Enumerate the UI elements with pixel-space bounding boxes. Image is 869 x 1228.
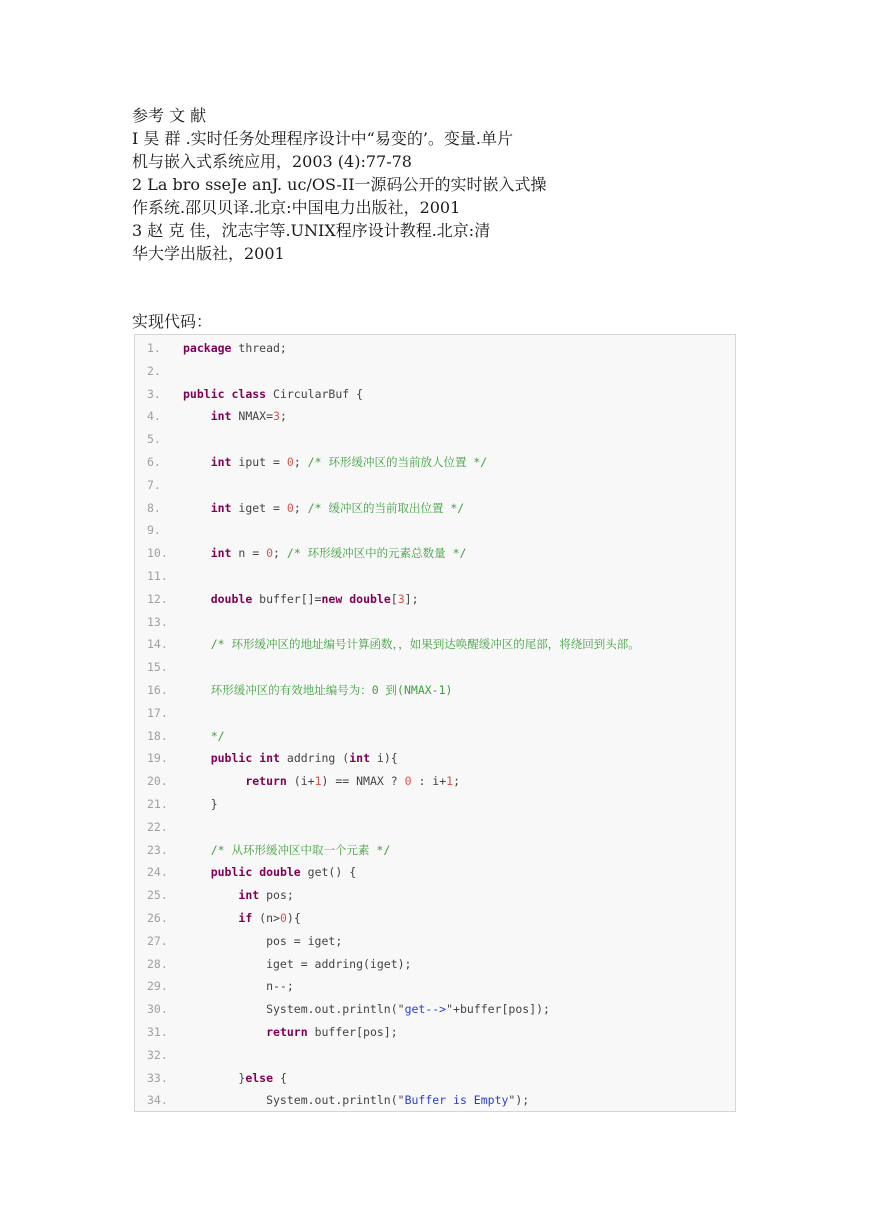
code-line bbox=[135, 360, 735, 382]
code-text: ; bbox=[453, 774, 461, 789]
code-line bbox=[135, 816, 735, 838]
line-number: 10. bbox=[147, 546, 168, 561]
code-source bbox=[183, 405, 287, 427]
code-keyword: double bbox=[210, 591, 253, 606]
code-source bbox=[183, 770, 460, 792]
code-text: System.out.println(" bbox=[183, 1002, 405, 1017]
reference-line: I 昊 群 .实时任务处理程序设计中“易变的’。变量.单片 bbox=[132, 129, 514, 148]
code-source bbox=[183, 861, 356, 883]
code-number: 0 bbox=[286, 455, 294, 469]
code-keyword: int bbox=[210, 455, 232, 469]
code-number: 0 bbox=[286, 500, 294, 515]
code-text bbox=[183, 637, 211, 651]
code-number: 0 bbox=[279, 911, 287, 925]
line-number: 20. bbox=[147, 774, 168, 789]
code-text: n = bbox=[231, 546, 267, 561]
code-text: iget = bbox=[231, 500, 287, 515]
code-text: "+buffer[pos]); bbox=[446, 1002, 550, 1017]
references-section bbox=[132, 104, 752, 265]
code-line bbox=[135, 747, 735, 769]
code-keyword: int bbox=[349, 751, 370, 766]
code-source bbox=[183, 337, 287, 359]
code-text: buffer[pos]; bbox=[307, 1025, 398, 1039]
line-number: 14. bbox=[147, 637, 168, 652]
code-source bbox=[183, 725, 225, 747]
code-line bbox=[135, 839, 735, 861]
code-line bbox=[135, 588, 735, 610]
line-number: 29. bbox=[147, 979, 168, 994]
code-line bbox=[135, 428, 735, 450]
code-source bbox=[183, 1021, 398, 1043]
code-comment: 环形缓冲区的有效地址编号为：0 到(NMAX-1) bbox=[210, 683, 453, 697]
line-number: 27. bbox=[147, 933, 168, 948]
code-keyword: int bbox=[259, 751, 280, 766]
code-line bbox=[135, 383, 735, 405]
line-number: 7. bbox=[147, 477, 161, 492]
code-line bbox=[135, 884, 735, 906]
code-source bbox=[183, 747, 398, 769]
code-keyword: public bbox=[210, 751, 253, 766]
code-string: get--> bbox=[404, 1002, 447, 1017]
code-text: { bbox=[273, 1070, 287, 1085]
code-number: 3 bbox=[397, 591, 405, 606]
code-text: iput = bbox=[231, 455, 287, 469]
code-source bbox=[183, 975, 294, 997]
code-line bbox=[135, 656, 735, 678]
references-heading: 参考 文 献 bbox=[132, 106, 207, 125]
code-text: pos = iget; bbox=[183, 933, 343, 948]
line-number: 21. bbox=[147, 797, 168, 811]
line-number: 4. bbox=[147, 409, 161, 424]
line-number: 26. bbox=[147, 911, 168, 925]
line-number: 2. bbox=[147, 363, 161, 378]
code-source bbox=[183, 953, 411, 975]
code-source bbox=[183, 930, 342, 952]
code-text: } bbox=[183, 1070, 246, 1085]
code-keyword: package bbox=[183, 341, 232, 355]
code-line bbox=[135, 497, 735, 519]
reference-line: 2 La bro sseJe anJ. uc/OS-II一源码公开的实时嵌入式操 bbox=[132, 175, 547, 194]
line-number: 24. bbox=[147, 865, 168, 880]
line-number: 33. bbox=[147, 1070, 168, 1085]
line-number: 18. bbox=[147, 728, 168, 743]
code-keyword: int bbox=[210, 500, 232, 515]
code-text: ) == NMAX ? bbox=[321, 774, 405, 789]
code-comment: /* 环形缓冲区中的元素总数量 */ bbox=[286, 546, 467, 561]
line-number: 31. bbox=[147, 1025, 168, 1039]
reference-line: 机与嵌入式系统应用，2003 (4):77-78 bbox=[132, 152, 412, 171]
code-comment: /* 环形缓冲区的地址编号计算函数，，如果到达唤醒缓冲区的尾部，将绕回到头部。 bbox=[210, 637, 640, 652]
code-text bbox=[183, 911, 238, 925]
code-line bbox=[135, 611, 735, 633]
line-number: 13. bbox=[147, 614, 168, 629]
line-number: 22. bbox=[147, 819, 168, 834]
code-line bbox=[135, 770, 735, 792]
code-text bbox=[183, 774, 245, 788]
code-text: iget = addring(iget); bbox=[183, 956, 412, 971]
line-number: 30. bbox=[147, 1002, 168, 1017]
code-text: "); bbox=[508, 1093, 530, 1108]
code-text bbox=[183, 751, 211, 765]
line-number: 19. bbox=[147, 751, 168, 766]
code-number: 0 bbox=[404, 774, 412, 789]
code-text: ; bbox=[273, 546, 287, 561]
code-block bbox=[134, 334, 736, 1112]
code-text: NMAX= bbox=[231, 409, 274, 424]
code-text: ; bbox=[279, 409, 287, 424]
code-source bbox=[183, 542, 466, 564]
code-text bbox=[183, 729, 211, 743]
line-number: 1. bbox=[147, 341, 161, 355]
code-comment: /* 缓冲区的当前取出位置 */ bbox=[307, 500, 465, 515]
code-keyword: int bbox=[210, 409, 232, 424]
code-line bbox=[135, 679, 735, 701]
code-line bbox=[135, 1089, 735, 1111]
code-text: ; bbox=[293, 455, 308, 469]
code-text: [ bbox=[390, 591, 398, 606]
line-number: 25. bbox=[147, 888, 168, 903]
code-text bbox=[183, 455, 211, 469]
line-number: 3. bbox=[147, 386, 161, 401]
code-line bbox=[135, 633, 735, 655]
code-comment: /* 从环形缓冲区中取一个元素 */ bbox=[210, 842, 391, 857]
code-text bbox=[183, 888, 238, 902]
code-number: 0 bbox=[266, 546, 274, 561]
code-text bbox=[183, 409, 211, 423]
code-text: CircularBuf { bbox=[266, 386, 364, 401]
code-text: n--; bbox=[183, 979, 294, 994]
code-text: buffer[]= bbox=[252, 591, 322, 606]
code-text bbox=[183, 1025, 266, 1039]
code-text bbox=[183, 592, 211, 606]
code-line bbox=[135, 953, 735, 975]
code-line bbox=[135, 405, 735, 427]
code-source bbox=[183, 907, 301, 929]
code-line bbox=[135, 702, 735, 724]
code-line bbox=[135, 474, 735, 496]
code-line bbox=[135, 519, 735, 541]
code-number: 1 bbox=[314, 774, 322, 789]
line-number: 17. bbox=[147, 705, 168, 720]
code-text: ){ bbox=[286, 911, 301, 925]
reference-line: 作系统.邵贝贝译.北京:中国电力出版社，2001 bbox=[132, 198, 461, 217]
code-line bbox=[135, 337, 735, 359]
code-source bbox=[183, 451, 487, 473]
code-text bbox=[183, 865, 211, 879]
code-source bbox=[183, 839, 390, 861]
reference-line: 3 赵 克 佳，沈志宇等.UNIX程序设计教程.北京:清 bbox=[132, 221, 491, 240]
line-number: 12. bbox=[147, 591, 168, 606]
code-line bbox=[135, 930, 735, 952]
code-source bbox=[183, 793, 218, 815]
code-text: (n> bbox=[252, 911, 280, 925]
code-text bbox=[183, 501, 211, 515]
code-keyword: return bbox=[266, 1025, 308, 1039]
code-keyword: if bbox=[238, 911, 253, 925]
code-line bbox=[135, 975, 735, 997]
code-source bbox=[183, 679, 452, 701]
code-text: : i+ bbox=[411, 774, 447, 789]
code-line bbox=[135, 451, 735, 473]
code-keyword: public bbox=[210, 865, 253, 880]
code-source bbox=[183, 633, 640, 655]
code-string: Buffer is Empty bbox=[404, 1093, 509, 1108]
code-keyword: return bbox=[245, 774, 287, 789]
code-text: } bbox=[183, 797, 218, 811]
code-text: (i+ bbox=[286, 774, 315, 789]
line-number: 32. bbox=[147, 1047, 168, 1062]
line-number: 11. bbox=[147, 569, 168, 583]
code-comment: /* 环形缓冲区的当前放人位置 */ bbox=[307, 455, 488, 469]
line-number: 28. bbox=[147, 956, 168, 971]
code-keyword: int bbox=[210, 546, 232, 561]
code-source bbox=[183, 497, 464, 519]
code-keyword: double bbox=[349, 591, 391, 606]
line-number: 23. bbox=[147, 842, 168, 857]
code-text: ; bbox=[293, 500, 308, 515]
line-number: 5. bbox=[147, 432, 161, 447]
code-keyword: public bbox=[183, 386, 225, 401]
code-line bbox=[135, 793, 735, 815]
line-number: 34. bbox=[147, 1093, 168, 1108]
code-text: pos; bbox=[259, 888, 294, 903]
code-keyword: int bbox=[238, 888, 260, 903]
code-source bbox=[183, 1067, 287, 1089]
code-source bbox=[183, 588, 419, 610]
code-line bbox=[135, 998, 735, 1020]
code-source bbox=[183, 383, 363, 405]
code-line bbox=[135, 542, 735, 564]
line-number: 15. bbox=[147, 660, 168, 675]
code-line bbox=[135, 1021, 735, 1043]
code-text: thread; bbox=[231, 341, 287, 355]
code-keyword: double bbox=[259, 865, 301, 880]
code-section-title: 实现代码： bbox=[132, 312, 213, 331]
code-text bbox=[183, 843, 211, 857]
code-text bbox=[183, 683, 211, 697]
reference-line: 华大学出版社，2001 bbox=[132, 244, 285, 263]
code-source bbox=[183, 998, 550, 1020]
line-number: 16. bbox=[147, 683, 168, 697]
code-comment: */ bbox=[210, 728, 225, 743]
line-number: 9. bbox=[147, 523, 161, 538]
code-text: i){ bbox=[370, 751, 398, 766]
line-number: 6. bbox=[147, 455, 161, 469]
code-keyword: else bbox=[245, 1070, 274, 1085]
code-text: get() { bbox=[300, 865, 357, 880]
line-number: 8. bbox=[147, 500, 161, 515]
code-line bbox=[135, 907, 735, 929]
code-line bbox=[135, 1067, 735, 1089]
code-line bbox=[135, 565, 735, 587]
code-text: ]; bbox=[404, 591, 419, 606]
code-line bbox=[135, 1044, 735, 1066]
code-text: System.out.println(" bbox=[183, 1093, 405, 1108]
code-number: 3 bbox=[273, 409, 280, 424]
code-keyword: class bbox=[231, 386, 267, 401]
code-source bbox=[183, 1089, 529, 1111]
code-source bbox=[183, 884, 294, 906]
code-keyword: new bbox=[321, 591, 343, 606]
code-text bbox=[183, 546, 211, 560]
code-line bbox=[135, 861, 735, 883]
code-text: addring ( bbox=[279, 751, 350, 766]
code-number: 1 bbox=[446, 774, 454, 789]
code-line bbox=[135, 725, 735, 747]
